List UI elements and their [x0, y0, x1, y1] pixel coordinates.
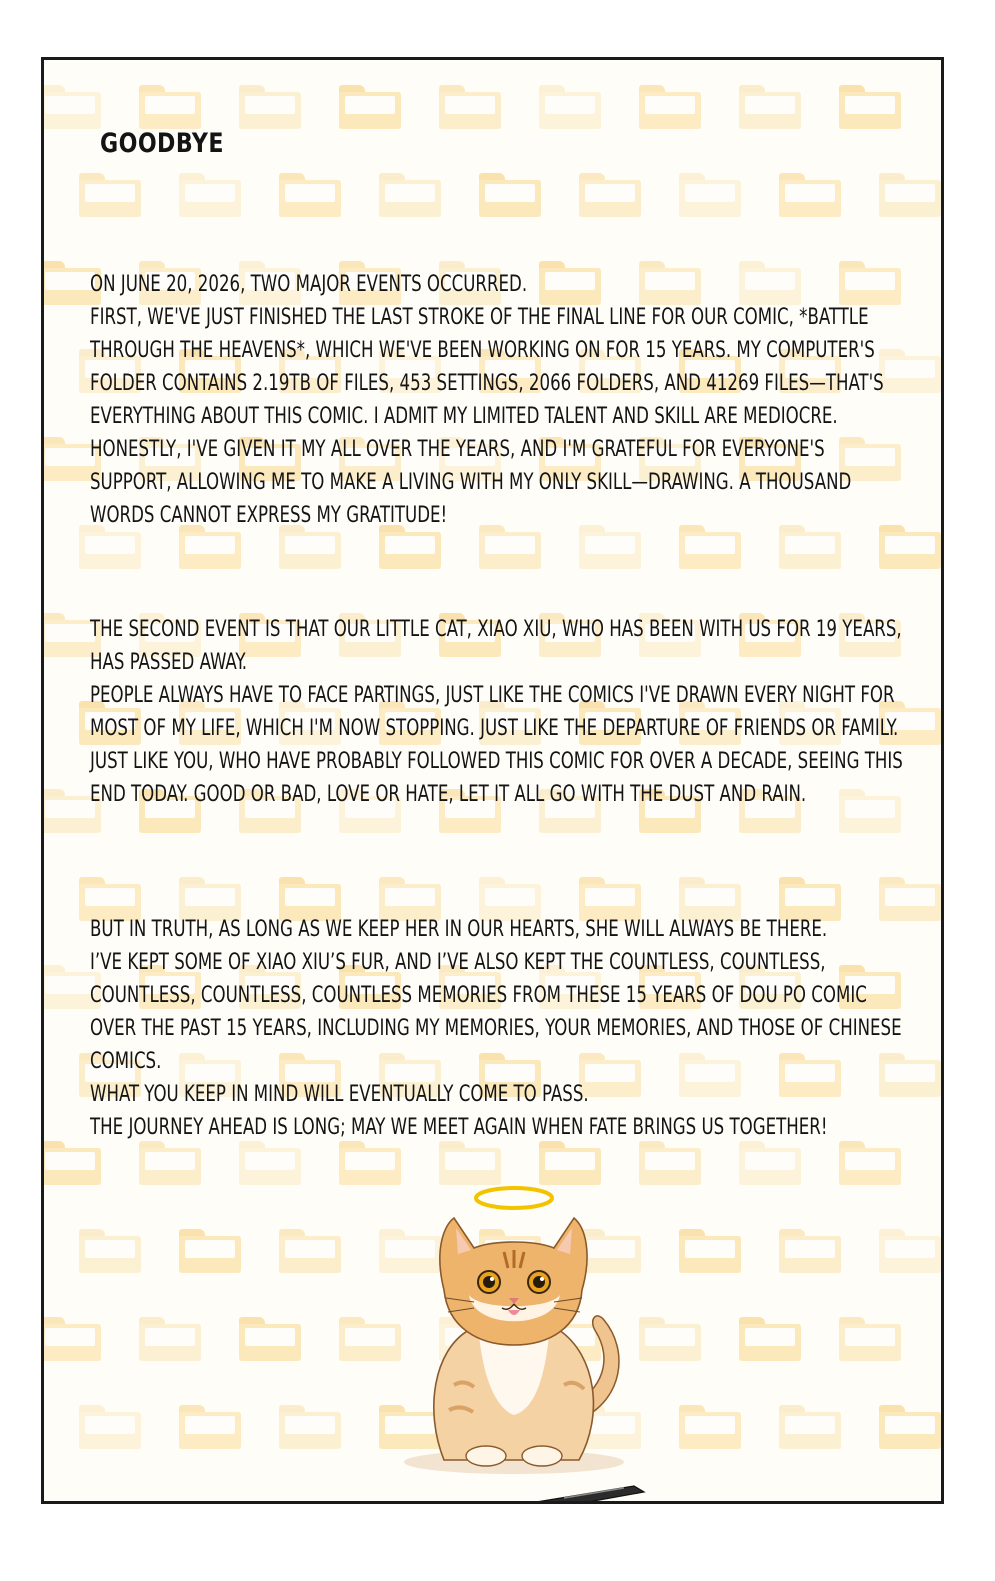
folder-icon — [879, 1229, 941, 1273]
angel-cat-icon — [374, 1170, 674, 1500]
folder-icon — [739, 1317, 801, 1361]
folder-icon — [279, 1405, 341, 1449]
folder-icon — [739, 1141, 801, 1185]
folder-icon — [179, 173, 241, 217]
folder-icon — [739, 85, 801, 129]
folder-icon — [139, 1141, 201, 1185]
folder-icon — [579, 173, 641, 217]
folder-icon — [179, 1405, 241, 1449]
paragraph-memories: BUT IN TRUTH, AS LONG AS WE KEEP HER IN OUR HEARTS, SHE WILL ALWAYS BE THERE. I’VE KEPT SOME OF XIAO XIU’S FUR, AND I’VE ALSO KEPT THE COUNTLESS, COUNTLESS, COUNTLESS, COUNTLESS, COUNTLESS MEMORIES FROM THESE 15 YEARS OF DOU PO COMIC OVER THE PAST 15 YEARS, INCLUDING MY MEMORIES, YOUR MEMORIES, AND THOSE OF CHINESE COMICS. WHAT YOU KEEP IN MIND WILL EVENTUALLY COME TO PASS. THE JOURNEY AHEAD IS LONG; MAY WE MEET AGAIN WHEN FATE BRINGS US TOGETHER! — [90, 917, 902, 1140]
folder-icon — [679, 1229, 741, 1273]
folder-icon — [679, 1405, 741, 1449]
folder-icon — [779, 173, 841, 217]
folder-icon — [239, 1317, 301, 1361]
paragraph-first-event: ON JUNE 20, 2026, TWO MAJOR EVENTS OCCURRED. FIRST, WE'VE JUST FINISHED THE LAST STROKE OF THE FINAL LINE FOR OUR COMIC, *BATTLE THROUGH THE HEAVENS*, WHICH WE'VE BEEN WORKING ON FOR 15 YEARS. MY COMPUTER'S FOLDER CONTAINS 2.19TB OF FILES, 453 SETTINGS, 2066 FOLDERS, AND 41269 FILES—THAT'S EVERYTHING ABOUT THIS COMIC. I ADMIT MY LIMITED TALENT AND SKILL ARE MEDIOCRE. HONESTLY, I'VE GIVEN IT MY ALL OVER THE YEARS, AND I'M GRATEFUL FOR EVERYONE'S SUPPORT, ALLOWING ME TO MAKE A LIVING WITH MY ONLY SKILL—DRAWING. A THOUSAND WORDS CANNOT EXPRESS MY GRATITUDE! — [90, 272, 884, 528]
folder-icon — [279, 1229, 341, 1273]
folder-icon — [179, 1229, 241, 1273]
pen-icon — [504, 1478, 654, 1504]
folder-icon — [339, 85, 401, 129]
folder-icon — [279, 173, 341, 217]
folder-icon — [839, 1141, 901, 1185]
folder-icon — [839, 85, 901, 129]
folder-icon — [879, 173, 941, 217]
folder-icon — [439, 85, 501, 129]
folder-icon — [41, 1141, 101, 1185]
folder-icon — [479, 173, 541, 217]
folder-icon — [139, 85, 201, 129]
folder-icon — [139, 1317, 201, 1361]
folder-icon — [779, 1229, 841, 1273]
folder-icon — [679, 173, 741, 217]
folder-icon — [379, 173, 441, 217]
paragraph-second-event: THE SECOND EVENT IS THAT OUR LITTLE CAT, XIAO XIU, WHO HAS BEEN WITH US FOR 19 YEARS, HAS PASSED AWAY. PEOPLE ALWAYS HAVE TO FACE PARTINGS, JUST LIKE THE COMICS I'VE DRAWN EVERY NIGHT FOR MOST OF MY LIFE, WHICH I'M NOW STOPPING. JUST LIKE THE DEPARTURE OF FRIENDS OR FAMILY. JUST LIKE YOU, WHO HAVE PROBABLY FOLLOWED THIS COMIC FOR OVER A DECADE, SEEING THIS END TODAY. GOOD OR BAD, LOVE OR HATE, LET IT ALL GO WITH THE DUST AND RAIN. — [90, 617, 903, 807]
page-title: GOODBYE — [100, 128, 224, 159]
folder-icon — [79, 1405, 141, 1449]
folder-icon — [779, 1405, 841, 1449]
folder-icon — [839, 1317, 901, 1361]
folder-icon — [639, 85, 701, 129]
folder-icon — [239, 1141, 301, 1185]
folder-icon — [239, 85, 301, 129]
folder-icon — [79, 173, 141, 217]
folder-icon — [879, 1405, 941, 1449]
folder-icon — [539, 85, 601, 129]
folder-icon — [79, 1229, 141, 1273]
folder-icon — [41, 1317, 101, 1361]
farewell-text — [90, 128, 910, 1140]
farewell-panel — [41, 57, 944, 1504]
folder-icon — [41, 85, 101, 129]
